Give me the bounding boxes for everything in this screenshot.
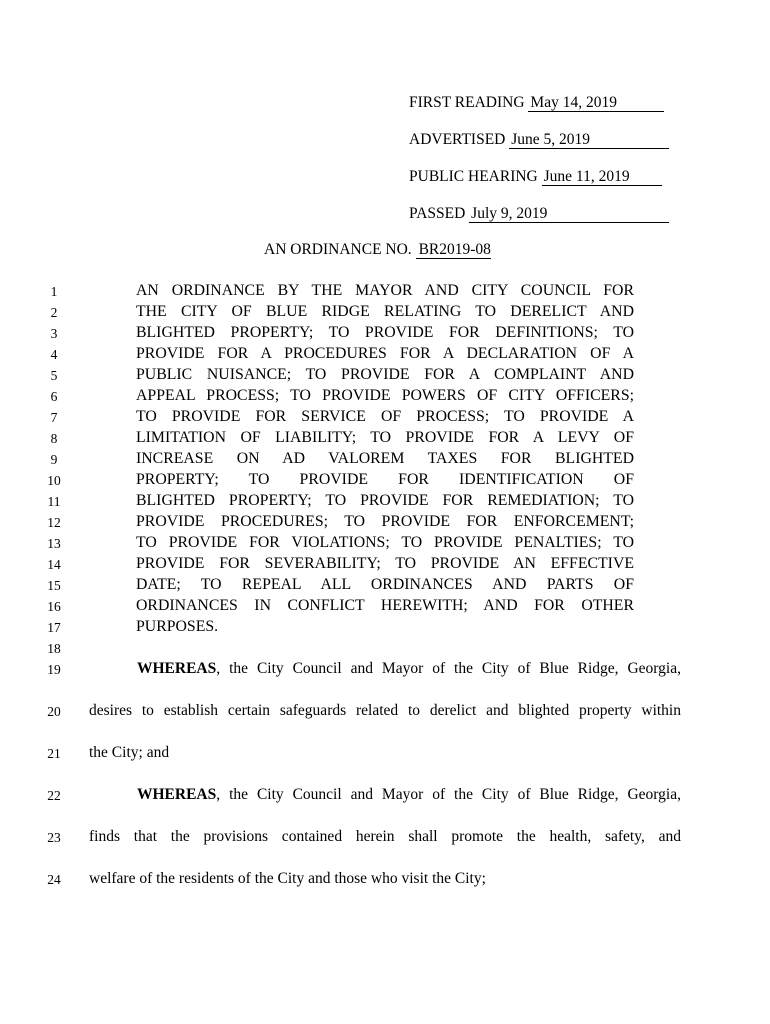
line-number: 13: [47, 536, 61, 551]
public-hearing-label: PUBLIC HEARING: [409, 168, 538, 185]
passed-date: July 9, 2019: [469, 206, 669, 223]
line-number: 5: [50, 368, 58, 383]
ordinance-label: AN ORDINANCE NO.: [264, 241, 412, 258]
advertised-label: ADVERTISED: [409, 131, 506, 148]
line-number: 7: [50, 410, 58, 425]
line-number: 4: [50, 347, 58, 362]
passed-field: [409, 205, 669, 223]
title-line: APPEAL PROCESS; TO PROVIDE POWERS OF CITY OFFICERS;: [136, 387, 634, 404]
title-line: BLIGHTED PROPERTY; TO PROVIDE FOR REMEDIATION; TO: [136, 492, 634, 509]
whereas-text: , the City Council and Mayor of the City of Blue Ridge, Georgia,: [216, 786, 681, 803]
first-reading-date: May 14, 2019: [528, 95, 664, 112]
title-line: LIMITATION OF LIABILITY; TO PROVIDE FOR A LEVY OF: [136, 429, 634, 446]
whereas-line: [137, 660, 681, 678]
public-hearing-date: June 11, 2019: [542, 169, 662, 186]
line-number: 24: [47, 872, 61, 887]
title-line: DATE; TO REPEAL ALL ORDINANCES AND PARTS OF: [136, 576, 634, 593]
line-number: 15: [47, 578, 61, 593]
title-line: PURPOSES.: [136, 618, 219, 635]
title-line: PROVIDE FOR A PROCEDURES FOR A DECLARATION OF A: [136, 345, 634, 362]
public-hearing-field: [409, 168, 662, 186]
title-line: THE CITY OF BLUE RIDGE RELATING TO DERELICT AND: [136, 303, 634, 320]
title-line: PROVIDE FOR SEVERABILITY; TO PROVIDE AN EFFECTIVE: [136, 555, 634, 572]
first-reading-label: FIRST READING: [409, 94, 525, 111]
line-number: 16: [47, 599, 61, 614]
line-number: 2: [50, 305, 58, 320]
title-line: AN ORDINANCE BY THE MAYOR AND CITY COUNCIL FOR: [136, 282, 634, 299]
title-line: BLIGHTED PROPERTY; TO PROVIDE FOR DEFINITIONS; TO: [136, 324, 634, 341]
line-number: 23: [47, 830, 61, 845]
advertised-field: [409, 131, 669, 149]
title-line: INCREASE ON AD VALOREM TAXES FOR BLIGHTED: [136, 450, 634, 467]
first-reading-field: [409, 94, 681, 112]
whereas-line: [137, 786, 681, 804]
line-number: 3: [50, 326, 58, 341]
line-number: 22: [47, 788, 61, 803]
title-line: TO PROVIDE FOR SERVICE OF PROCESS; TO PROVIDE A: [136, 408, 634, 425]
advertised-date: June 5, 2019: [509, 132, 669, 149]
whereas-text: , the City Council and Mayor of the City of Blue Ridge, Georgia,: [216, 660, 681, 677]
line-number: 11: [47, 494, 61, 509]
line-number: 18: [47, 641, 61, 656]
line-number: 21: [47, 746, 61, 761]
whereas-line: finds that the provisions contained herein shall promote the health, safety, and: [89, 828, 681, 845]
title-line: PROVIDE PROCEDURES; TO PROVIDE FOR ENFORCEMENT;: [136, 513, 634, 530]
whereas-keyword: WHEREAS: [137, 660, 217, 677]
title-line: TO PROVIDE FOR VIOLATIONS; TO PROVIDE PENALTIES; TO: [136, 534, 634, 551]
ordinance-number-heading: [264, 241, 491, 259]
line-number: 9: [50, 452, 58, 467]
whereas-line: desires to establish certain safeguards related to derelict and blighted property within: [89, 702, 681, 719]
line-number: 1: [50, 284, 58, 299]
line-number: 14: [47, 557, 61, 572]
title-line: PUBLIC NUISANCE; TO PROVIDE FOR A COMPLAINT AND: [136, 366, 634, 383]
line-number: 20: [47, 704, 61, 719]
ordinance-number: BR2019-08: [416, 241, 491, 259]
whereas-keyword: WHEREAS: [137, 786, 217, 803]
line-number: 8: [50, 431, 58, 446]
whereas-line: welfare of the residents of the City and those who visit the City;: [89, 870, 486, 887]
title-line: PROPERTY; TO PROVIDE FOR IDENTIFICATION OF: [136, 471, 634, 488]
line-number: 10: [47, 473, 61, 488]
line-number: 6: [50, 389, 58, 404]
line-number: 19: [47, 662, 61, 677]
title-line: ORDINANCES IN CONFLICT HEREWITH; AND FOR OTHER: [136, 597, 634, 614]
whereas-line: the City; and: [89, 744, 170, 761]
line-number: 17: [47, 620, 61, 635]
passed-label: PASSED: [409, 205, 466, 222]
line-number: 12: [47, 515, 61, 530]
